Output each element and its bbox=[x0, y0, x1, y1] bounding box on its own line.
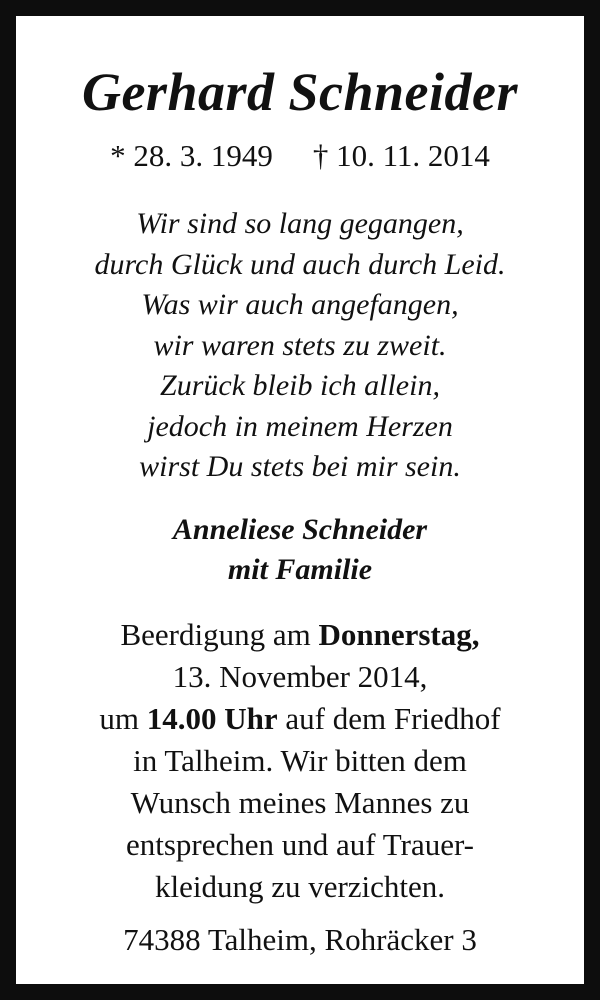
funeral-text: um bbox=[99, 701, 147, 736]
funeral-date: 13. November 2014, bbox=[172, 659, 428, 694]
memorial-poem bbox=[32, 204, 568, 488]
funeral-line: Wunsch meines Mannes zu bbox=[130, 785, 470, 820]
funeral-time: 14.00 Uhr bbox=[146, 701, 278, 736]
poem-line: Was wir auch angefangen, bbox=[141, 288, 459, 321]
funeral-day: Donnerstag, bbox=[318, 617, 480, 652]
family-address: 74388 Talheim, Rohräcker 3 bbox=[123, 922, 477, 957]
funeral-text: auf dem Friedhof bbox=[277, 701, 501, 736]
poem-line: Wir sind so lang gegangen, bbox=[136, 207, 464, 240]
poem-line: wirst Du stets bei mir sein. bbox=[139, 450, 461, 483]
poem-line: jedoch in meinem Herzen bbox=[147, 409, 453, 443]
mourner-name: Anneliese Schneider bbox=[172, 513, 428, 546]
birth-date: * 28. 3. 1949 bbox=[110, 138, 273, 173]
funeral-notice bbox=[32, 614, 568, 908]
mourners bbox=[32, 510, 568, 590]
funeral-text: Beerdigung am bbox=[120, 617, 319, 652]
funeral-line bbox=[32, 698, 568, 740]
poem-line: Zurück bleib ich allein, bbox=[160, 369, 440, 402]
funeral-line: entsprechen und auf Trauer- bbox=[125, 827, 475, 862]
poem-line: durch Glück und auch durch Leid. bbox=[94, 247, 506, 281]
mourner-family: mit Familie bbox=[227, 553, 373, 586]
funeral-line bbox=[32, 614, 568, 656]
deceased-name: Gerhard Schneider bbox=[81, 62, 519, 122]
funeral-line: kleidung zu verzichten. bbox=[154, 869, 446, 904]
death-date: † 10. 11. 2014 bbox=[312, 138, 490, 173]
life-dates bbox=[32, 136, 568, 176]
poem-line: wir waren stets zu zweit. bbox=[153, 328, 447, 362]
funeral-line: in Talheim. Wir bitten dem bbox=[133, 743, 467, 778]
